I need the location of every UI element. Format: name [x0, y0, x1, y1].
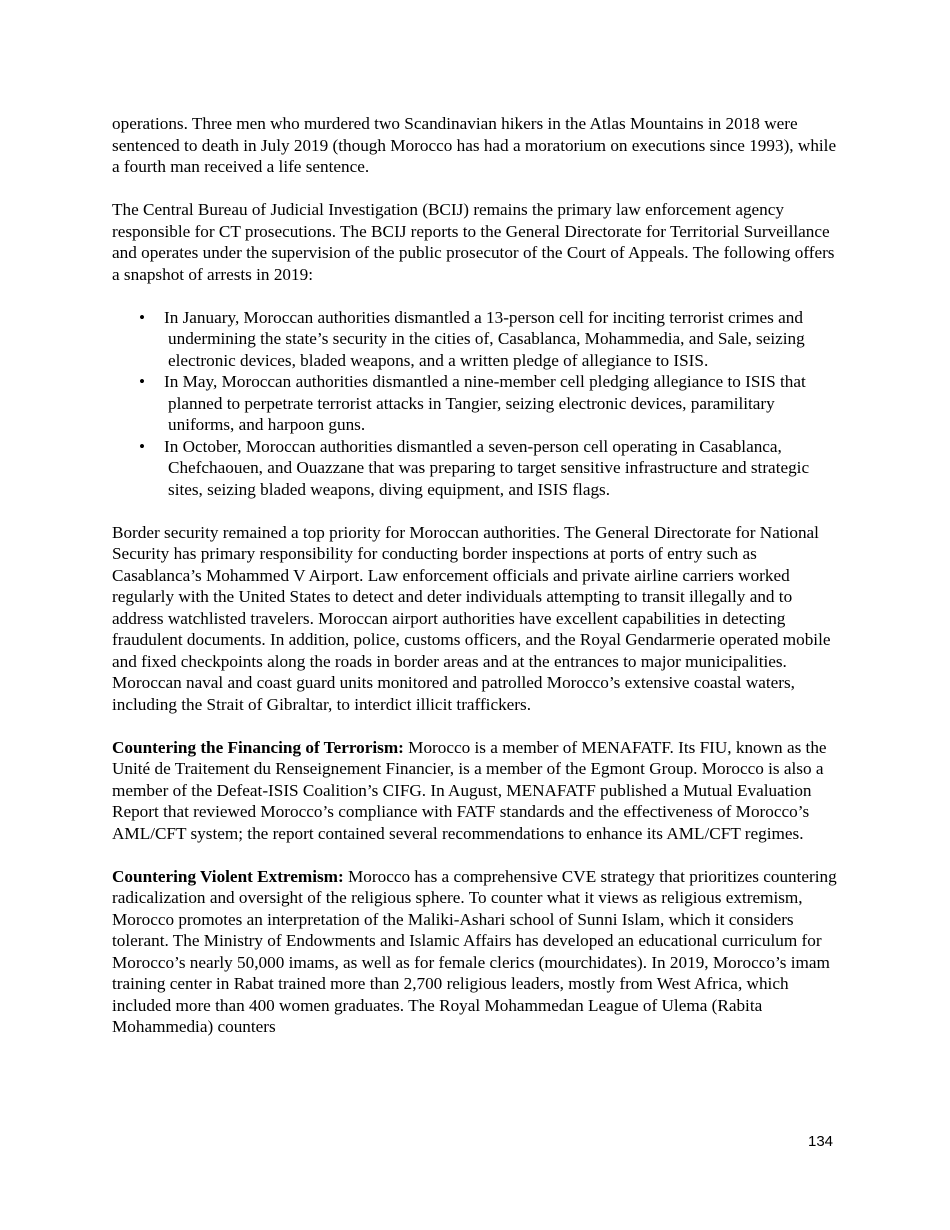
arrests-list — [112, 307, 842, 501]
paragraph-executions: operations. Three men who murdered two Scandinavian hikers in the Atlas Mountains in 2018 were sentenced to death in July 2019 (though Morocco has had a moratorium on executions since 1993), while a fourth man received a life sentence. — [112, 114, 837, 176]
paragraph-violent-extremism — [112, 866, 842, 1038]
paragraph-bcij: The Central Bureau of Judicial Investigation (BCIJ) remains the primary law enforcement agency responsible for CT prosecutions. The BCIJ reports to the General Directorate for Territorial Surveillance and operates under the supervision of the public prosecutor of the Court of Appeals. The following offers a snapshot of arrests in 2019: — [112, 200, 835, 284]
paragraph-border-security: Border security remained a top priority for Moroccan authorities. The General Directorate for National Security has primary responsibility for conducting border inspections at ports of entry such as Casablanca’s Mohammed V Airport. Law enforcement officials and private airline carriers worked regularly with the United States to detect and deter individuals attempting to transit illegally and to address watchlisted travelers. Moroccan airport authorities have excellent capabilities in detecting fraudulent documents. In addition, police, customs officers, and the Royal Gendarmerie operated mobile and fixed checkpoints along the roads in border areas and at the entrances to major municipalities. Moroccan naval and coast guard units monitored and patrolled Morocco’s extensive coastal waters, including the Strait of Gibraltar, to interdict illicit traffickers. — [112, 522, 831, 714]
section-heading-financing: Countering the Financing of Terrorism: — [112, 737, 404, 757]
list-item-text: In January, Moroccan authorities dismantled a 13-person cell for inciting terrorist crimes and undermining the state’s security in the cities of, Casablanca, Mohammedia, and Sale, seizing electronic devices, bladed weapons, and a written pledge of allegiance to ISIS. — [164, 307, 805, 370]
document-page — [112, 113, 842, 1059]
bullet-icon: • — [139, 307, 146, 327]
list-item — [112, 307, 842, 372]
list-item — [112, 436, 842, 501]
paragraph-financing — [112, 737, 842, 845]
bullet-icon: • — [139, 372, 146, 391]
cve-body: Morocco has a comprehensive CVE strategy that prioritizes countering radicalization and oversight of the religious sphere. To counter what it views as religious extremism, Morocco promotes an interpretation of the Maliki-Ashari school of Sunni Islam, which it considers tolerant. The Ministry of Endowments and Islamic Affairs has developed an educational curriculum for Morocco’s nearly 50,000 imams, as well as for female clerics (mourchidates). In 2019, Morocco’s imam training center in Rabat trained more than 2,700 religious leaders, mostly from West Africa, which included more than 400 women graduates. The Royal Mohammedan League of Ulema (Rabita Mohammedia) counters — [112, 866, 837, 1036]
list-item-text: In May, Moroccan authorities dismantled a nine-member cell pledging allegiance to ISIS that planned to perpetrate terrorist attacks in Tangier, seizing electronic devices, paramilitary uniforms, and harpoon guns. — [164, 372, 806, 434]
list-item-text: In October, Moroccan authorities dismantled a seven-person cell operating in Casablanca, Chefchaouen, and Ouazzane that was preparing to target sensitive infrastructure and strategic sites, seizing bladed weapons, diving equipment, and ISIS flags. — [164, 436, 810, 499]
financing-body: Morocco is a member of MENAFATF. Its FIU, known as the Unité de Traitement du Renseignement Financier, is a member of the Egmont Group. Morocco is also a member of the Defeat-ISIS Coalition’s CIFG. In August, MENAFATF published a Mutual Evaluation Report that reviewed Morocco’s compliance with FATF standards and the effectiveness of Morocco’s AML/CFT system; the report contained several recommendations to enhance its AML/CFT regimes. — [112, 737, 827, 843]
list-item — [112, 371, 842, 436]
page-number: 134 — [808, 1133, 834, 1150]
bullet-icon: • — [139, 436, 146, 456]
section-heading-cve: Countering Violent Extremism: — [112, 866, 344, 886]
